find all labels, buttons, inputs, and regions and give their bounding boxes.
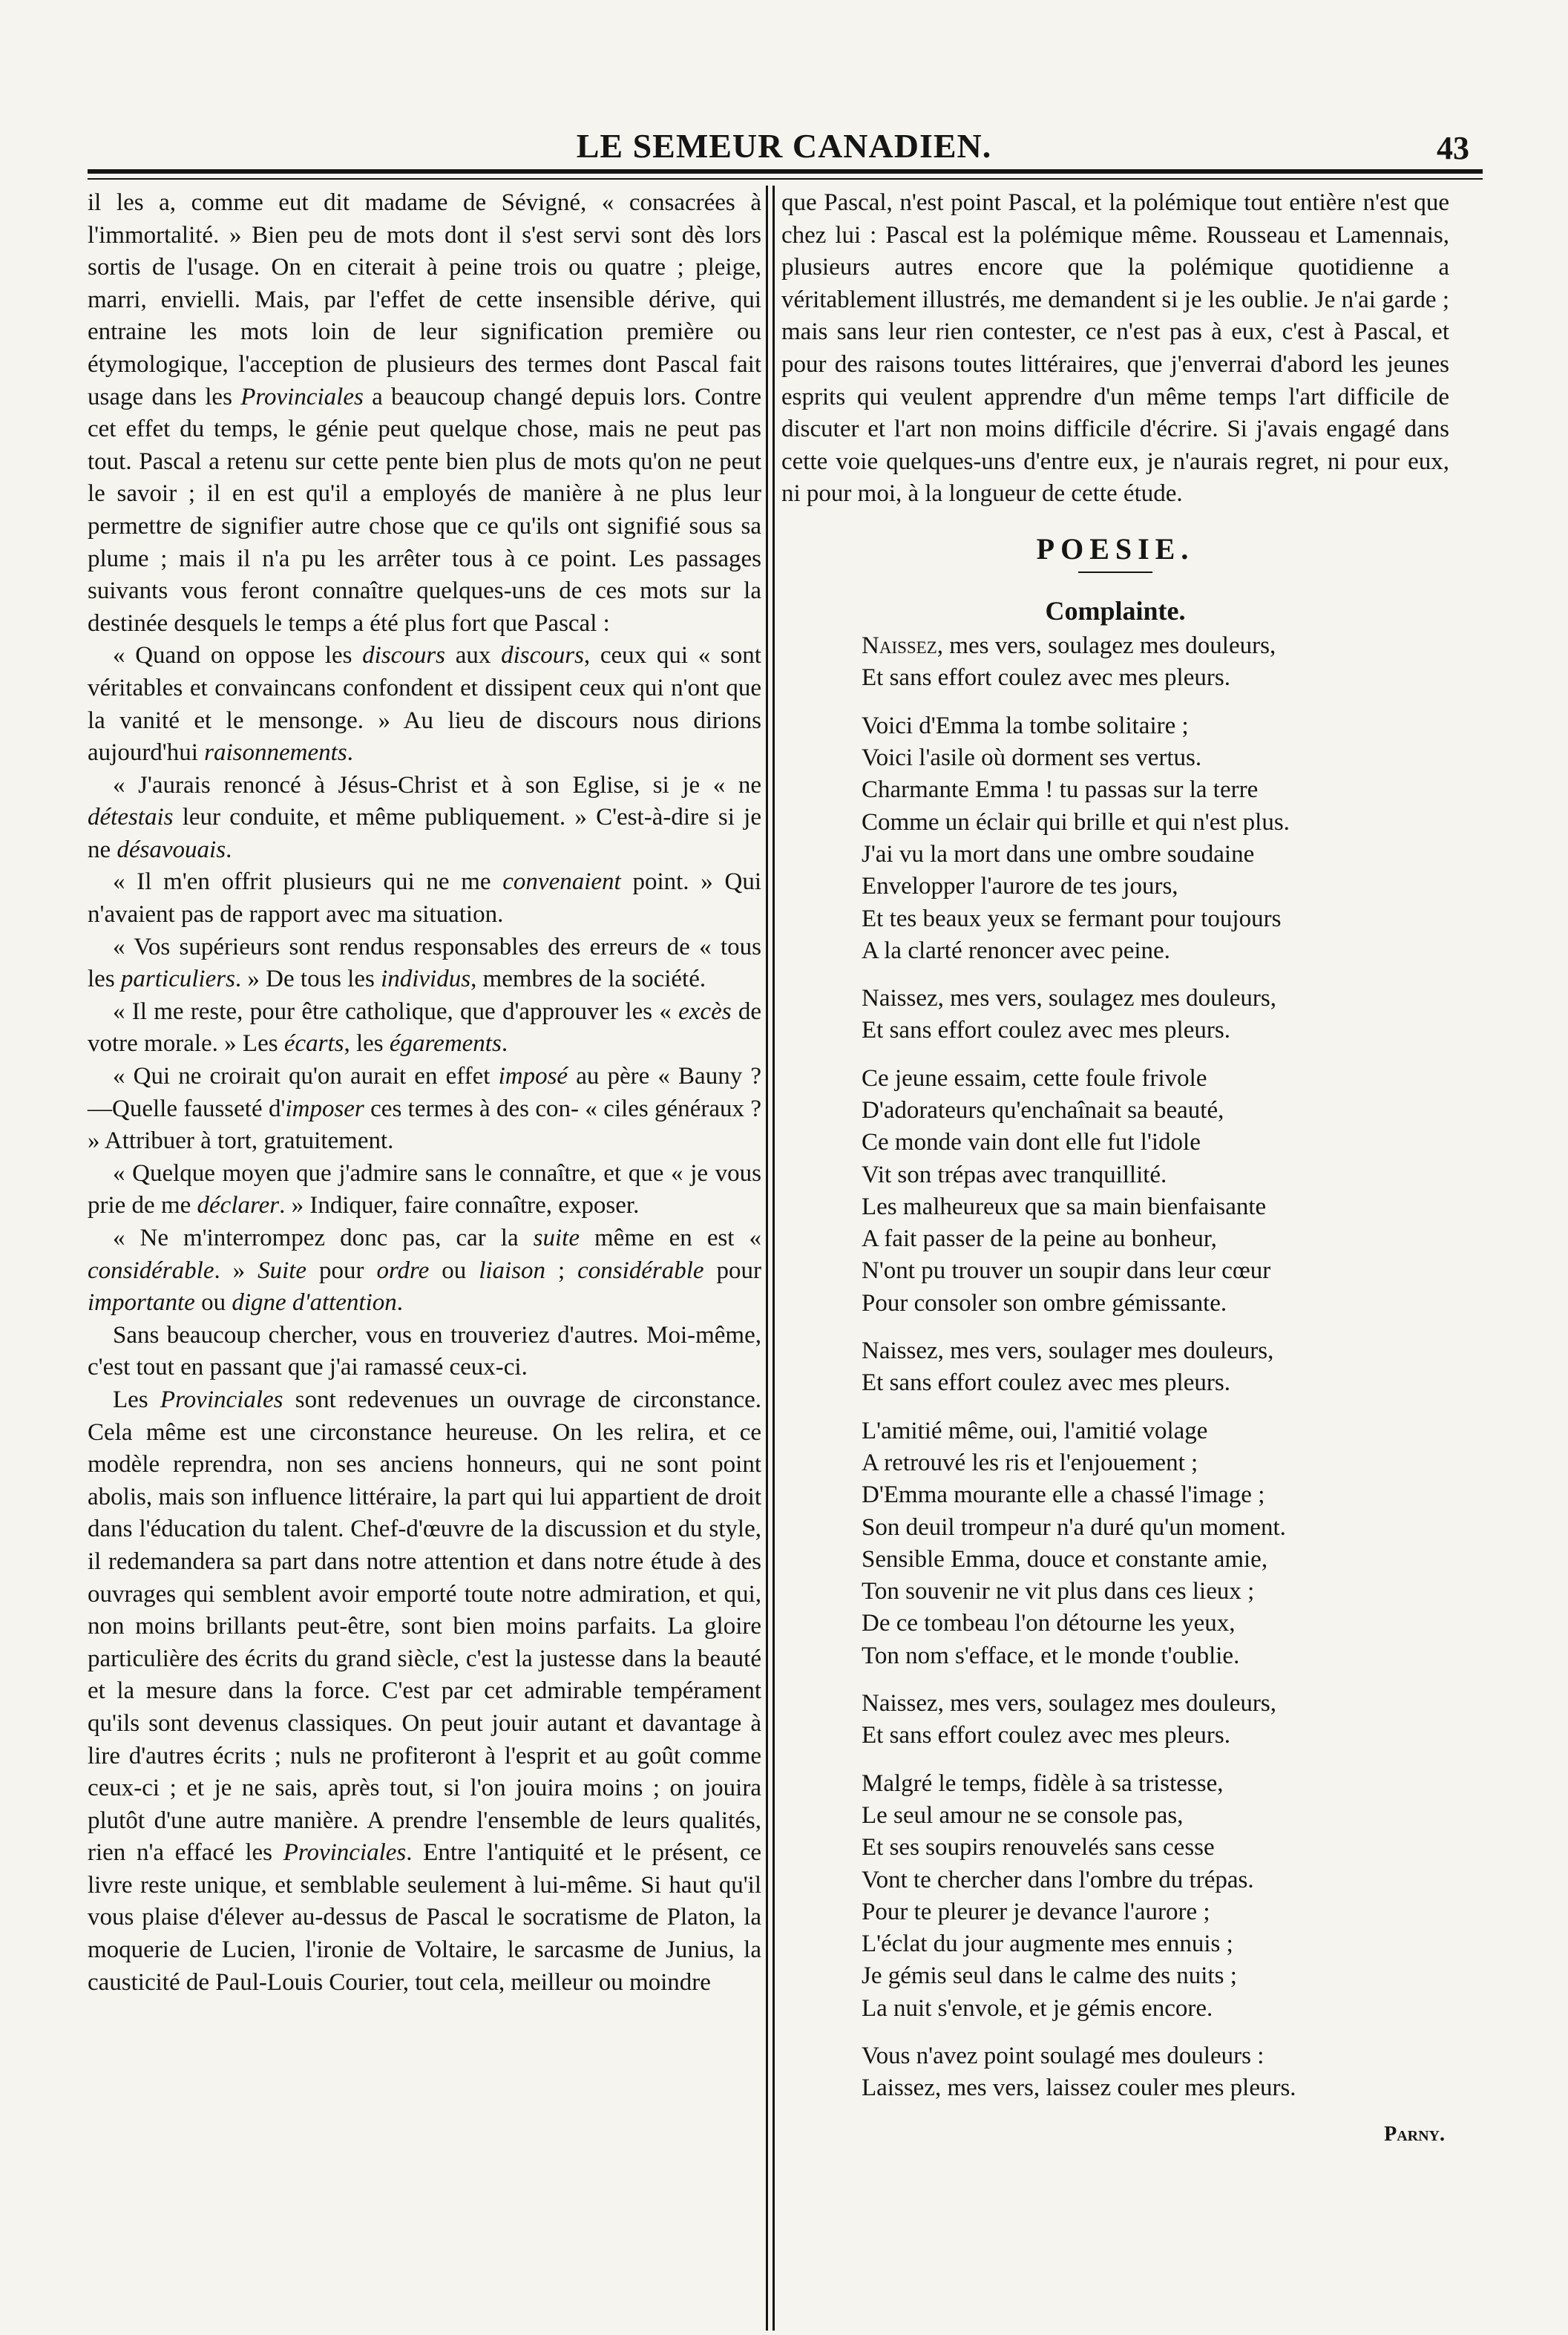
poem-line: Et sans effort coulez avec mes pleurs. <box>862 664 1230 692</box>
poem-body <box>781 630 1449 2104</box>
poem-stanza <box>862 630 1449 695</box>
poem-line: Et sans effort coulez avec mes pleurs. <box>862 1017 1230 1044</box>
left-column <box>88 187 761 1999</box>
poem-line: Ton nom s'efface, et le monde t'oublie. <box>862 1642 1240 1669</box>
poem-line: Vous n'avez point soulagé mes douleurs : <box>862 2043 1264 2069</box>
poem-line: J'ai vu la mort dans une ombre soudaine <box>862 840 1255 868</box>
poem-line: Naissez, mes vers, soulagez mes douleurs, <box>862 632 1276 660</box>
poem-line: Ton souvenir ne vit plus dans ces lieux ; <box>862 1578 1255 1605</box>
poem-line: A retrouvé les ris et l'enjouement ; <box>862 1449 1198 1476</box>
left-column-paragraph: il les a, comme eut dit madame de Sévigné, « consacrées à l'immortalité. » Bien peu de mots dont il s'est servi sont dès lors sortis de l'usage. On en citerait à peine trois ou quatre ; pleige, marri, envielli. Mais, par l'effet de cette insensible dérive, qui entraine les mots loin de leur signification première ou étymologique, l'acception de plusieurs des termes dont Pascal fait usage dans les Provinciales a beaucoup changé depuis lors. Contre cet effet du temps, le génie peut quelque chose, mais ne peut pas tout. Pascal a retenu sur cette pente bien plus de mots qu'on ne peut le savoir ; il en est qu'il a employés de manière à ne plus leur permettre de signifier autre chose que ce qu'ils ont signifié sous sa plume ; mais il n'a pu les arrêter tous à ce point. Les passages suivants vous feront connaître quelques-uns de ces mots sur la destinée desquels le temps a été plus fort que Pascal : <box>88 189 761 637</box>
poem-line: Comme un éclair qui brille et qui n'est plus. <box>862 808 1290 836</box>
poem-line: Ce monde vain dont elle fut l'idole <box>862 1129 1201 1156</box>
poem-line: Et sans effort coulez avec mes pleurs. <box>862 1369 1230 1397</box>
left-column-paragraph: « Il m'en offrit plusieurs qui ne me convenaient point. » Qui n'avaient pas de rapport avec ma situation. <box>88 868 762 929</box>
poem-line: Envelopper l'aurore de tes jours, <box>862 873 1178 900</box>
poem-line: D'Emma mourante elle a chassé l'image ; <box>862 1481 1265 1509</box>
poem-stanza <box>862 1688 1449 1752</box>
poem-line: Et ses soupirs renouvelés sans cesse <box>862 1834 1215 1861</box>
poem-line: Malgré le temps, fidèle à sa tristesse, <box>862 1769 1224 1797</box>
poem-line: Les malheureux que sa main bienfaisante <box>862 1193 1267 1220</box>
poem-line: La nuit s'envole, et je gémis encore. <box>862 1994 1213 2022</box>
poem-stanza <box>862 1335 1449 1400</box>
poem-line: Naissez, mes vers, soulagez mes douleurs, <box>862 985 1277 1012</box>
right-column <box>781 187 1449 2149</box>
poem-line: Vit son trépas avec tranquillité. <box>862 1161 1167 1188</box>
left-column-paragraph: « Il me reste, pour être catholique, que d'approuver les « excès de votre morale. » Les écarts, les égarements. <box>88 998 761 1058</box>
poem-line: Sensible Emma, douce et constante amie, <box>862 1545 1268 1573</box>
poem-line: L'amitié même, oui, l'amitié volage <box>862 1417 1208 1444</box>
poem-line: Pour consoler son ombre gémissante. <box>862 1289 1227 1317</box>
poem-stanza <box>862 1768 1449 2025</box>
poem-line: Voici l'asile où dorment ses vertus. <box>862 744 1202 772</box>
poem-line: A fait passer de la peine au bonheur, <box>862 1225 1217 1253</box>
poem-stanza <box>862 1063 1449 1320</box>
left-column-paragraph: « Quand on oppose les discours aux discours, ceux qui « sont véritables et convaincans confondent et dissipent ceux qui n'ont que la vanité et le mensonge. » Au lieu de discours nous dirions aujourd'hui raisonnements. <box>88 642 761 767</box>
poem-line: Voici d'Emma la tombe solitaire ; <box>862 712 1189 739</box>
poem-line: Charmante Emma ! tu passas sur la terre <box>862 776 1259 804</box>
page-number: 43 <box>1437 130 1469 166</box>
right-column-prose: que Pascal, n'est point Pascal, et la polémique tout entière n'est que chez lui : Pascal est la polémique même. Rousseau et Lamennais, plusieurs autres encore que la polémique quotidienne a véritablement illustrés, me demandent si je les oublie. Je n'ai garde ; mais sans leur rien contester, ce n'est pas à eux, c'est à Pascal, et pour des raisons toutes littéraires, que j'enverrai d'abord les jeunes esprits qui veulent apprendre d'un même temps l'art difficile de discuter et l'art non moins difficile d'écrire. Si j'avais engagé dans cette voie quelques-uns d'entre eux, je n'aurais regret, ni pour eux, ni pour moi, à la longueur de cette étude. <box>781 189 1449 508</box>
section-title-rule <box>1078 572 1152 573</box>
poem-line: Le seul amour ne se console pas, <box>862 1801 1184 1829</box>
poem-line: Et sans effort coulez avec mes pleurs. <box>862 1722 1230 1749</box>
poem-line: Vont te chercher dans l'ombre du trépas. <box>862 1866 1254 1893</box>
poem-line: Son deuil trompeur n'a duré qu'un moment. <box>862 1513 1286 1541</box>
poem-line: Je gémis seul dans le calme des nuits ; <box>862 1962 1237 1990</box>
poem-line: Naissez, mes vers, soulagez mes douleurs, <box>862 1690 1277 1717</box>
poem-line: N'ont pu trouver un soupir dans leur cœur <box>862 1257 1271 1285</box>
poem-line: Laissez, mes vers, laissez couler mes pleurs. <box>862 2074 1296 2102</box>
poem-stanza <box>862 983 1449 1047</box>
poem-line: D'adorateurs qu'enchaînait sa beauté, <box>862 1096 1224 1124</box>
header-rule-thin <box>88 178 1483 180</box>
poem-line: L'éclat du jour augmente mes ennuis ; <box>862 1930 1233 1958</box>
left-column-paragraph: « Vos supérieurs sont rendus responsables des erreurs de « tous les particuliers. » De tous les individus, membres de la société. <box>88 933 761 993</box>
column-divider-left <box>766 186 768 2331</box>
left-column-paragraph: « Quelque moyen que j'admire sans le connaître, et que « je vous prie de me déclarer. » Indiquer, faire connaître, exposer. <box>88 1159 761 1219</box>
left-column-paragraph: « Ne m'interrompez donc pas, car la suite même en est « considérable. » Suite pour ordre ou liaison ; considérable pour importante ou digne d'attention. <box>88 1225 762 1317</box>
running-header-title: LE SEMEUR CANADIEN. <box>576 127 992 165</box>
poem-stanza <box>862 710 1449 967</box>
poem-line: Et tes beaux yeux se fermant pour toujours <box>862 905 1282 932</box>
left-column-paragraph: « Qui ne croirait qu'on aurait en effet imposé au père « Bauny ? —Quelle fausseté d'imposer ces termes à des con- « ciles généraux ? » Attribuer à tort, gratuitement. <box>88 1063 762 1155</box>
left-column-paragraph: « J'aurais renoncé à Jésus-Christ et à son Eglise, si je « ne détestais leur conduite, et même publiquement. » C'est-à-dire si je ne désavouais. <box>88 771 761 863</box>
poem-stanza <box>862 1415 1449 1672</box>
poem-line: A la clarté renoncer avec peine. <box>862 937 1170 964</box>
left-column-paragraph: Les Provinciales sont redevenues un ouvrage de circonstance. Cela même est une circonstance heureuse. On les relira, et ce modèle reprendra, non ses anciens honneurs, qui ne sont point abolis, mais son influence littéraire, la part qui lui appartient de droit dans l'éducation du talent. Chef-d'œuvre de la discussion et du style, il redemandera sa part dans notre attention et dans notre étude à des ouvrages qui semblent avoir emporté toute notre admiration, et qui, non moins brillants peut-être, sont bien moins parfaits. La gloire particulière des écrits du grand siècle, c'est la justesse dans la beauté et la mesure dans la force. C'est par cet admirable tempérament qu'ils sont devenus classiques. On peut jouir autant et davantage à lire d'autres écrits ; nuls ne profiteront à l'esprit et au goût comme ceux-ci ; et je ne sais, après tout, si l'on jouira moins ; on jouira plutôt d'une autre manière. A prendre l'ensemble de leurs qualités, rien n'a effacé les Provinciales. Entre l'antiquité et le présent, ce livre reste unique, et semblable seulement à lui-même. Si haut qu'il vous plaise d'élever au-dessus de Pascal le socratisme de Platon, la moquerie de Lucien, l'ironie de Voltaire, le sarcasme de Junius, la causticité de Paul-Louis Courier, tout cela, meilleur ou moindre <box>88 1386 762 1996</box>
poem-stanza <box>862 2040 1449 2105</box>
poem-line: Naissez, mes vers, soulager mes douleurs, <box>862 1337 1274 1365</box>
column-divider-right <box>772 186 775 2331</box>
poem-line: De ce tombeau l'on détourne les yeux, <box>862 1610 1236 1637</box>
section-title-poesie: POESIE. <box>1036 531 1195 566</box>
poem-title: Complainte. <box>1045 595 1186 626</box>
poem-line: Ce jeune essaim, cette foule frivole <box>862 1064 1207 1092</box>
header-rule-thick <box>88 169 1483 174</box>
left-column-paragraph: Sans beaucoup chercher, vous en trouveriez d'autres. Moi-même, c'est tout en passant que j'ai ramassé ceux-ci. <box>88 1321 761 1381</box>
poem-author: Parny. <box>1384 2122 1445 2146</box>
poem-line: Pour te pleurer je devance l'aurore ; <box>862 1898 1210 1925</box>
